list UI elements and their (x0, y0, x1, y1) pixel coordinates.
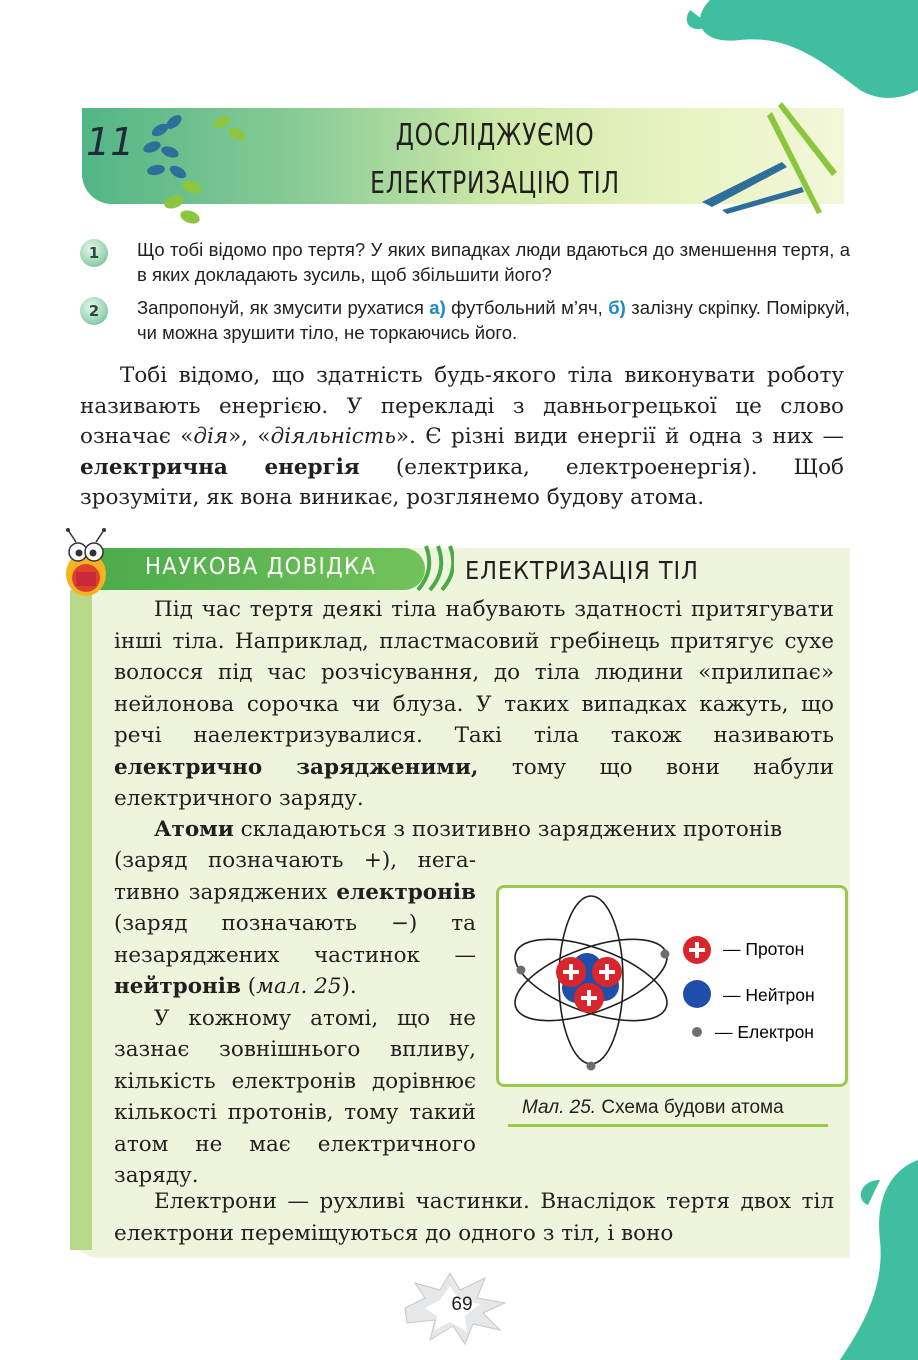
atom-diagram (499, 888, 845, 1084)
question-badge: 1 (80, 239, 108, 267)
lesson-number: 11 (86, 120, 135, 164)
slash-decoration (412, 544, 454, 592)
page-number: 69 (451, 1294, 473, 1315)
neutron-legend-icon (683, 980, 711, 1008)
option-b-label: б) (608, 297, 626, 318)
question-2 (80, 295, 850, 345)
title-line-2: ЕЛЕКТРИЗАЦІЮ ТІЛ (370, 166, 620, 201)
intro-paragraph: Тобі відомо, що здатність будь-якого тіла виконувати роботу називають енергією. У перекладі з давньогрецької це слово означає «дія», «діяльність». Є різні види енергії й одна з них — електрична енергія (електрика, електроенергія). Щоб зрозуміти, як вона виникає, розглянемо будову атома. (80, 363, 845, 510)
option-a-label: а) (429, 297, 446, 318)
legend-proton: — Протон (723, 939, 805, 959)
infobox-column-text: (заряд позначають +), негативно заряджених електронів (заряд позначають −) та незаряджених частинок — нейтронів (мал. 25). У кожному атомі, що не зазнає зовнішнього впливу, кількість електронів дорівнює кількості протонів, тому такий атом не має електричного заряду. (114, 845, 476, 1192)
bug-mascot-icon (50, 528, 122, 600)
legend-icons (683, 936, 711, 1037)
electron-legend-icon (692, 1027, 702, 1037)
question-badge: 2 (80, 297, 108, 325)
info-box-side-bar (70, 590, 92, 1250)
caption-underline (508, 1124, 828, 1127)
info-box-subtitle: ЕЛЕКТРИЗАЦІЯ ТІЛ (465, 556, 699, 585)
electron (517, 966, 526, 975)
electron (661, 950, 670, 959)
electron (587, 1062, 596, 1071)
figure-caption: Мал. 25. Схема будови атома (522, 1097, 784, 1118)
legend-electron: — Електрон (715, 1022, 814, 1042)
infobox-paragraph-4: Електрони — рухливі частинки. Внаслідок тертя двох тіл електрони переміщуються до одного з тіл, і воно (114, 1189, 834, 1246)
top-corner-decoration (650, 0, 918, 100)
infobox-paragraph-3: У кожному атомі, що не зазнає зовнішнього впливу, кількість електронів дорівнює кількості протонів, тому такий атом не має електричного заряду. (114, 1005, 476, 1188)
infobox-paragraph-1: Під час тертя деякі тіла набувають здатності притягувати інші тіла. Наприклад, пластмасовий гребінець притягує сухе волосся під час розчісування, до тіла людини «прилипає» нейлонова сорочка чи блуза. У таких випадках кажуть, що речі наелектризувалися. Такі тіла також називають електрично зарядженими, тому що вони набули електричного заряду. (114, 597, 835, 811)
legend-neutron: — Нейтрон (723, 985, 815, 1005)
info-box-label: НАУКОВА ДОВІДКА (145, 554, 377, 580)
question-text: Що тобі відомо про тертя? У яких випадках люди вдаються до зменшення тертя, а в яких докладають зусиль, щоб збільшити його? (137, 239, 850, 285)
infobox-paragraph-2-start: Атоми складаються з позитивно заряджених протонів (154, 817, 783, 842)
question-1 (80, 237, 850, 287)
question-text: Запропонуй, як змусити рухатися а) футбольний м’яч, б) залізну скріпку. Поміркуй, чи можна зрушити тіло, не торкаючись його. (137, 297, 851, 343)
title-line-1: ДОСЛІДЖУЄМО (395, 118, 595, 153)
lesson-title (343, 112, 647, 208)
